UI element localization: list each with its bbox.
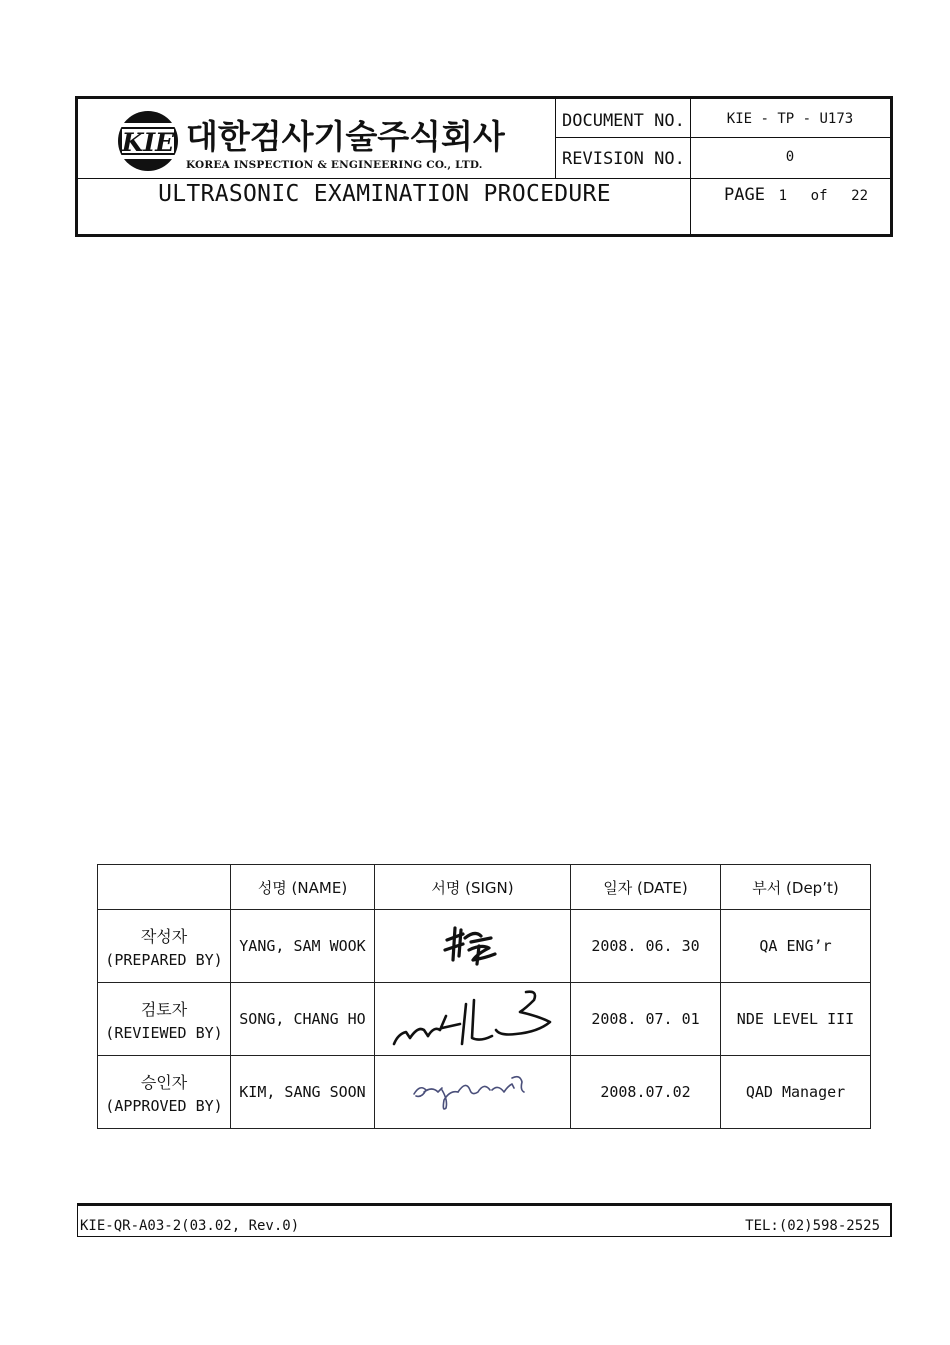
revision-no-value: 0	[785, 149, 795, 165]
header-cell-dept: 부서 (Dep’t)	[721, 865, 871, 910]
document-no-value: KIE - TP - U173	[726, 111, 854, 127]
company-logo	[116, 109, 526, 173]
role-english: (REVIEWED BY)	[105, 1023, 223, 1042]
sign-cell	[375, 983, 571, 1056]
role-cell	[98, 1056, 231, 1129]
role-korean: 작성자	[140, 926, 188, 946]
header-divider-h1	[555, 137, 890, 138]
date-cell: 2008.07.02	[571, 1056, 721, 1129]
role-english: (APPROVED BY)	[105, 1096, 223, 1115]
dept-cell: QAD Manager	[721, 1056, 871, 1129]
table-row	[98, 910, 871, 983]
header-cell-role	[98, 865, 231, 910]
header-divider-v1	[555, 99, 556, 178]
signature-approved	[408, 1070, 538, 1114]
approval-table	[97, 864, 871, 1129]
page-of: of	[810, 188, 828, 204]
page-label: PAGE	[724, 185, 765, 205]
page-footer	[77, 1203, 892, 1237]
role-english: (PREPARED BY)	[105, 950, 223, 969]
telephone: TEL:(02)598-2525	[745, 1218, 880, 1234]
logo-kie-text: KIE	[121, 128, 175, 157]
approval-header-row	[98, 865, 871, 910]
document-no-label: DOCUMENT NO.	[562, 111, 685, 131]
table-row	[98, 983, 871, 1056]
sign-cell	[375, 1056, 571, 1129]
kie-emblem-icon	[116, 109, 180, 173]
role-korean: 검토자	[140, 999, 188, 1019]
role-cell	[98, 910, 231, 983]
form-number: KIE-QR-A03-2(03.02, Rev.0)	[80, 1218, 300, 1234]
document-header	[75, 96, 893, 237]
date-cell: 2008. 07. 01	[571, 983, 721, 1056]
revision-no-label: REVISION NO.	[562, 149, 685, 169]
role-korean: 승인자	[140, 1072, 188, 1092]
sign-cell	[375, 910, 571, 983]
header-divider-h2	[78, 178, 890, 179]
header-cell-sign: 서명 (SIGN)	[375, 865, 571, 910]
document-title: ULTRASONIC EXAMINATION PROCEDURE	[158, 181, 611, 207]
page-number: 1	[778, 188, 788, 204]
header-cell-name: 성명 (NAME)	[231, 865, 375, 910]
name-cell: SONG, CHANG HO	[231, 983, 375, 1056]
signature-prepared	[433, 920, 513, 972]
page-indicator	[724, 185, 868, 205]
role-cell	[98, 983, 231, 1056]
table-row	[98, 1056, 871, 1129]
header-cell-date: 일자 (DATE)	[571, 865, 721, 910]
page-total: 22	[851, 188, 869, 204]
name-cell: KIM, SANG SOON	[231, 1056, 375, 1129]
signature-reviewed	[388, 986, 558, 1052]
date-cell: 2008. 06. 30	[571, 910, 721, 983]
name-cell: YANG, SAM WOOK	[231, 910, 375, 983]
company-name-korean: 대한검사기술주식회사	[186, 117, 505, 156]
dept-cell: QA ENG’r	[721, 910, 871, 983]
company-name-english: KOREA INSPECTION & ENGINEERING CO., LTD.	[186, 159, 483, 171]
dept-cell: NDE LEVEL III	[721, 983, 871, 1056]
